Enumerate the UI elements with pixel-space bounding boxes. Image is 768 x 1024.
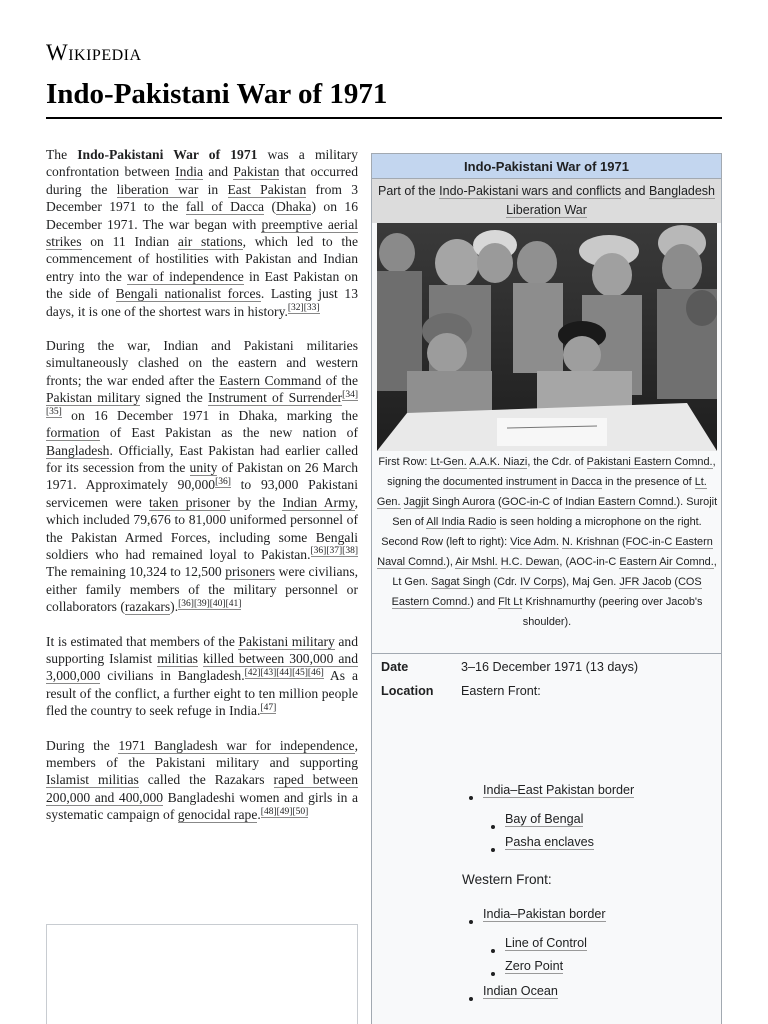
article-paragraph-1 xyxy=(46,146,358,320)
text-run: in xyxy=(198,181,228,197)
text-run: The xyxy=(46,147,78,162)
text-run: Krishnamurthy (peering over Jacob's shoulder). xyxy=(522,596,703,628)
inline-link[interactable]: Pakistani Eastern Comnd. xyxy=(586,456,713,468)
location-item[interactable]: Pasha enclaves xyxy=(505,835,594,849)
inline-link[interactable]: razakars xyxy=(124,599,171,615)
photo-caption xyxy=(376,452,718,632)
citation-link[interactable]: [46] xyxy=(307,667,324,678)
inline-link[interactable]: taken prisoner xyxy=(148,494,231,510)
text-run: and xyxy=(621,184,649,198)
text-run: , signing the xyxy=(387,456,716,488)
eastern-front-heading: Eastern Front: xyxy=(461,684,541,698)
inline-link[interactable]: FOC-in-C Eastern Naval Comnd. xyxy=(377,536,713,568)
text-run: , members of the Pakistani military and supporting xyxy=(46,737,358,770)
text-run: ), Maj Gen. xyxy=(562,576,620,588)
inline-link[interactable]: Indian Army xyxy=(282,494,355,510)
infobox-subtitle xyxy=(372,179,721,223)
text-run: , which led to the commencement of hostilities with Pakistan and Indian entry into the xyxy=(46,234,358,284)
surrender-photo-image xyxy=(377,223,717,451)
inline-link[interactable]: unity xyxy=(189,459,218,475)
text-run: was a military confrontation between xyxy=(46,147,358,180)
wikipedia-wordmark[interactable]: Wikipedia xyxy=(46,40,142,65)
text-run: that occurred during the xyxy=(46,164,358,197)
inline-link[interactable]: GOC-in-C xyxy=(501,496,551,508)
text-run: in xyxy=(556,476,572,488)
text-run: of xyxy=(550,496,566,508)
text-run: , (AOC-in-C xyxy=(559,556,620,568)
citation-link[interactable]: [48] xyxy=(260,806,277,817)
text-run: of East Pakistan as the new nation of xyxy=(99,425,358,441)
inline-link[interactable]: Lt. Gen. xyxy=(376,476,707,508)
list-bullet xyxy=(469,796,473,800)
citation-link[interactable]: [39] xyxy=(193,598,210,609)
citation-link[interactable]: [40] xyxy=(209,598,226,609)
inline-link[interactable]: documented instrument xyxy=(442,476,557,488)
western-front-heading: Western Front: xyxy=(462,872,552,887)
inline-link[interactable]: COS Eastern Comnd. xyxy=(391,576,702,608)
text-run: ( xyxy=(618,536,626,548)
citation-link[interactable]: [50] xyxy=(292,806,309,817)
citation-link[interactable]: [32] xyxy=(287,303,304,314)
text-run: and supporting Islamist xyxy=(46,633,358,666)
thumbnail-placeholder xyxy=(46,924,358,1024)
text-run: called the Razakars xyxy=(138,772,274,788)
inline-link[interactable]: raped between 200,000 and 400,000 xyxy=(46,772,358,805)
text-run: on 11 Indian xyxy=(81,234,178,250)
inline-link[interactable]: Vice Adm. xyxy=(510,536,560,548)
inline-link[interactable]: killed between 300,000 and 3,000,000 xyxy=(46,650,358,684)
inline-link[interactable]: war of independence xyxy=(127,268,244,284)
inline-link[interactable]: IV Corps xyxy=(520,576,563,588)
text-run: ( xyxy=(494,496,502,508)
article-body xyxy=(46,146,358,840)
text-run: First Row: xyxy=(378,456,431,468)
citation-link[interactable]: [45] xyxy=(292,667,308,678)
inline-link[interactable]: Dacca xyxy=(571,476,603,488)
citation-link[interactable]: [44] xyxy=(276,667,293,678)
inline-link[interactable]: Dhaka xyxy=(275,199,312,215)
text-run: is seen holding a microphone on the right. xyxy=(496,516,702,528)
text-run: ), xyxy=(446,556,456,568)
text-run: ) on 16 December 1971. The war began with xyxy=(46,199,358,232)
inline-link[interactable]: fall of Dacca xyxy=(185,199,265,215)
text-run: on 16 December 1971 in Dhaka, marking the xyxy=(61,407,358,423)
inline-link[interactable]: Eastern Air Comnd. xyxy=(619,556,714,568)
citation-link[interactable]: [36] xyxy=(310,546,327,557)
inline-link[interactable]: genocidal rape xyxy=(177,807,258,823)
text-run: As a result of the conflict, a further eight to ten million people fled the country to seek refuge in India. xyxy=(46,668,358,719)
text-run: civilians in Bangladesh. xyxy=(100,668,245,684)
location-item[interactable]: Indian Ocean xyxy=(483,984,558,998)
text-run: to 93,000 Pakistani servicemen were xyxy=(46,477,358,510)
infobox xyxy=(371,153,722,1024)
inline-link[interactable]: H.C. Dewan xyxy=(500,556,560,568)
text-run: ). Surojit Sen of xyxy=(392,496,718,528)
text-run: Bangladeshi women and girls in a systematic campaign of xyxy=(46,789,358,823)
text-run: ). xyxy=(170,599,179,615)
text-run: The remaining 10,324 to 12,500 xyxy=(46,564,226,580)
citation-link[interactable]: [41] xyxy=(225,598,242,609)
citation-link[interactable]: [34] xyxy=(342,389,358,400)
date-value: 3–16 December 1971 (13 days) xyxy=(461,660,639,674)
article-paragraph-4 xyxy=(46,737,358,824)
inline-link[interactable]: JFR Jacob xyxy=(619,576,672,588)
bold-text: Indo-Pakistani War of 1971 xyxy=(77,147,258,162)
inline-link[interactable]: A.A.K. Niazi xyxy=(469,456,528,468)
inline-link[interactable]: air stations xyxy=(177,234,243,250)
citation-link[interactable]: [49] xyxy=(276,806,293,817)
location-item[interactable]: India–Pakistan border xyxy=(483,907,606,921)
infobox-divider xyxy=(372,653,721,654)
text-run: by the xyxy=(230,494,283,510)
inline-link[interactable]: N. Krishnan xyxy=(562,536,619,548)
text-run: Second Row (left to right): xyxy=(381,536,511,548)
inline-link[interactable]: Eastern Command xyxy=(219,372,322,388)
inline-link[interactable]: Jagjit Singh Aurora xyxy=(403,496,495,508)
text-run: , Lt Gen. xyxy=(392,556,717,588)
text-run: , which included 79,676 to 81,000 uniformed personnel of the Pakistan Armed Forces, including some Bengali soldiers who had remained loyal to Pakistan. xyxy=(46,494,358,562)
text-run: in East Pakistan on the side of xyxy=(46,268,358,302)
text-run: and xyxy=(203,164,234,180)
inline-link[interactable]: Air Mshl. xyxy=(455,556,498,568)
text-run: ( xyxy=(264,199,276,215)
inline-link[interactable]: Pakistan xyxy=(233,164,280,180)
text-run: in the presence of xyxy=(602,476,695,488)
inline-link[interactable]: All India Radio xyxy=(426,516,497,528)
date-label: Date xyxy=(381,660,409,674)
surrender-photo[interactable] xyxy=(377,223,717,451)
inline-link[interactable]: East Pakistan xyxy=(227,181,307,197)
citation-link[interactable]: [33] xyxy=(303,303,320,314)
inline-link[interactable]: formation xyxy=(46,425,100,441)
text-run: of Pakistan on 26 March 1971. Approximately 90,000 xyxy=(46,459,358,493)
location-item[interactable]: India–East Pakistan border xyxy=(483,783,635,797)
list-bullet xyxy=(491,972,495,976)
citation-link[interactable]: [36] xyxy=(215,476,231,487)
location-item[interactable]: Line of Control xyxy=(505,936,587,950)
inline-link[interactable]: Lt-Gen. xyxy=(430,456,467,468)
text-run: . xyxy=(257,807,261,823)
citation-link[interactable]: [37] xyxy=(326,546,343,557)
text-run: . Officially, East Pakistan had earlier called for its secession from the xyxy=(46,442,358,475)
article-paragraph-3 xyxy=(46,633,358,720)
title-divider xyxy=(46,117,722,119)
text-run: During the xyxy=(46,737,119,753)
text-run: Part of the xyxy=(377,184,440,198)
infobox-title: Indo-Pakistani War of 1971 xyxy=(372,154,721,179)
text-run: of the xyxy=(321,372,358,388)
text-run: from 3 December 1971 to the xyxy=(46,181,359,215)
text-run: (Cdr. xyxy=(490,576,521,588)
inline-link[interactable]: prisoners xyxy=(225,564,276,580)
inline-link[interactable]: Indo-Pakistani wars and conflicts xyxy=(439,184,622,198)
citation-link[interactable]: [36] xyxy=(178,598,194,609)
text-run: ) and xyxy=(470,596,499,608)
inline-link[interactable]: Indian Eastern Comnd. xyxy=(565,496,677,508)
inline-link[interactable]: India xyxy=(175,164,204,180)
inline-link[interactable]: Instrument of Surrender xyxy=(207,390,343,406)
inline-link[interactable]: Flt Lt xyxy=(498,596,523,608)
citation-link[interactable]: [47] xyxy=(260,702,277,713)
list-bullet xyxy=(469,920,473,924)
list-bullet xyxy=(491,949,495,953)
inline-link[interactable]: Pakistani military xyxy=(238,633,335,649)
text-run: , the Cdr. of xyxy=(527,456,587,468)
article-paragraph-2 xyxy=(46,337,358,616)
text-run: During the war, Indian and Pakistani militaries simultaneously clashed on the eastern and western fronts; the war ended after the xyxy=(46,338,358,388)
list-bullet xyxy=(491,848,495,852)
inline-link[interactable]: Pakistan military xyxy=(46,390,141,406)
location-item[interactable]: Bay of Bengal xyxy=(505,812,584,826)
inline-link[interactable]: Bangladesh xyxy=(46,442,110,458)
text-run: . Lasting just 13 days, it is one of the shortest wars in history. xyxy=(46,286,359,319)
list-bullet xyxy=(491,825,495,829)
inline-link[interactable]: Bengali nationalist forces xyxy=(115,286,261,302)
text-run: signed the xyxy=(140,390,208,406)
location-item[interactable]: Zero Point xyxy=(505,959,564,973)
inline-link[interactable]: preemptive aerial strikes xyxy=(46,216,359,250)
citation-link[interactable]: [35] xyxy=(46,407,62,418)
text-run: ( xyxy=(671,576,679,588)
inline-link[interactable]: Sagat Singh xyxy=(431,576,491,588)
inline-link[interactable]: 1971 Bangladesh war for independence xyxy=(118,737,355,753)
inline-link[interactable]: militias xyxy=(157,650,198,666)
page-title: Indo-Pakistani War of 1971 xyxy=(46,78,388,110)
inline-link[interactable]: Islamist militias xyxy=(46,772,139,788)
citation-link[interactable]: [43] xyxy=(260,667,277,678)
citation-link[interactable]: [42] xyxy=(244,667,261,678)
text-run: were civilians, either family members of the military personnel or collaborators ( xyxy=(46,564,359,615)
location-label: Location xyxy=(381,684,434,698)
text-run: It is estimated that members of the xyxy=(46,633,239,649)
inline-link[interactable]: Bangladesh Liberation War xyxy=(506,184,716,217)
list-bullet xyxy=(469,997,473,1001)
citation-link[interactable]: [38] xyxy=(342,546,358,557)
inline-link[interactable]: liberation war xyxy=(116,181,199,197)
